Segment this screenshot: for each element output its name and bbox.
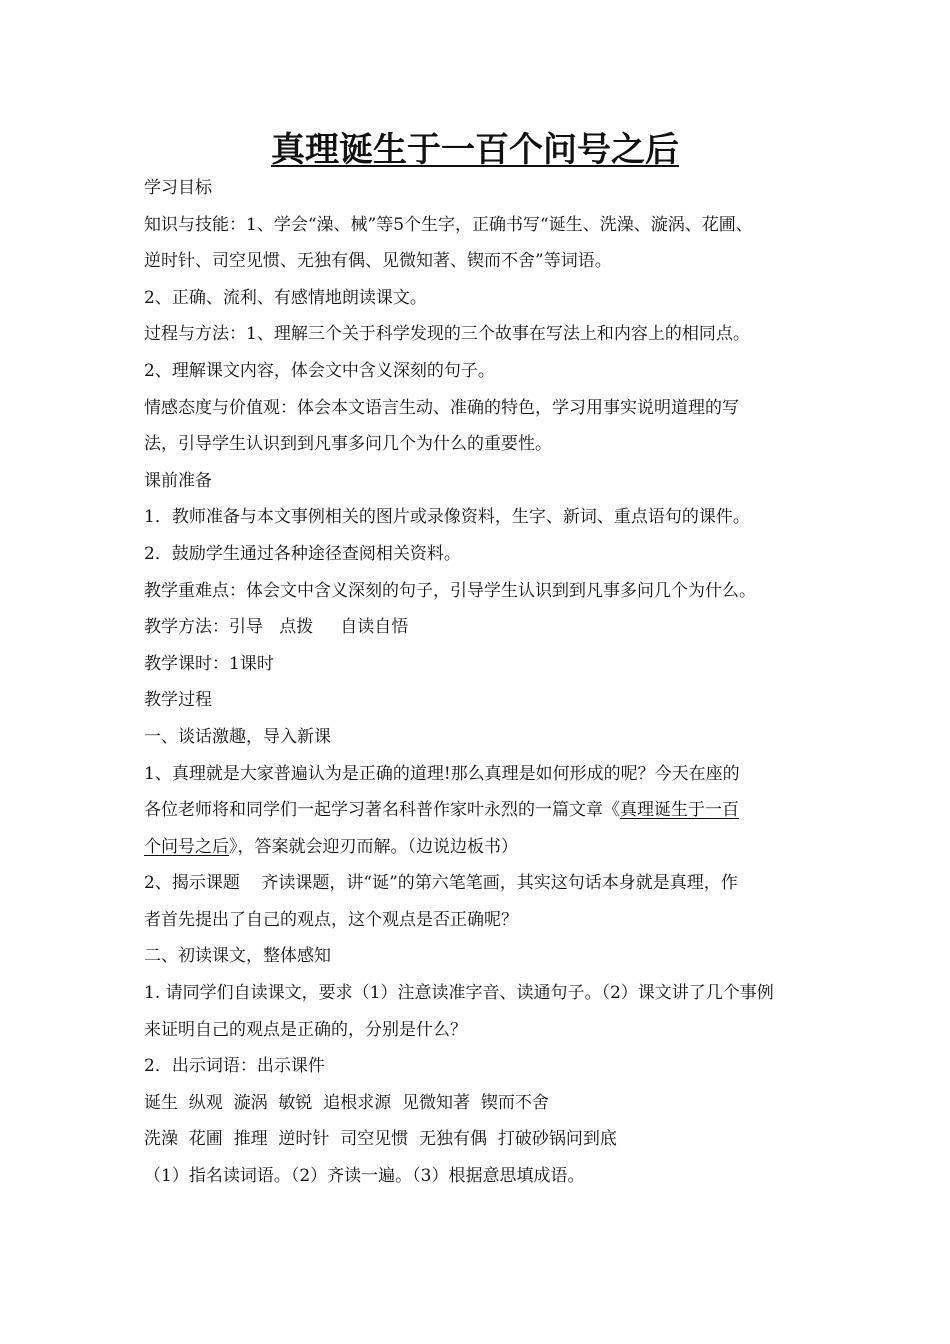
document-title-text: 真理诞生于一百个问号之后: [271, 130, 679, 170]
document-title: [0, 126, 950, 174]
paragraph-line: 知识与技能：1、学会“澡、械”等5个生字，正确书写“诞生、洗澡、漩涡、花圃、: [144, 214, 753, 235]
paragraph-line: 2、揭示课题 齐读课题，讲“诞”的第六笔笔画，其实这句话本身就是真理，作: [144, 873, 738, 894]
paragraph-line: 教学课时：1课时: [144, 653, 274, 674]
document-body: [144, 170, 824, 1195]
paragraph-line: 来证明自己的观点是正确的，分别是什么？: [144, 1019, 467, 1040]
section-heading-preparation: 课前准备: [144, 470, 212, 491]
paragraph-line: 2、正确、流利、有感情地朗读课文。: [144, 287, 427, 308]
paragraph-line: 一、谈话激趣，导入新课: [144, 726, 331, 747]
paragraph-line: 2．出示词语：出示课件: [144, 1056, 325, 1077]
paragraph-line: 1．教师准备与本文事例相关的图片或录像资料，生字、新词、重点语句的课件。: [144, 507, 750, 528]
paragraph-line: 2．鼓励学生通过各种途径查阅相关资料。: [144, 543, 461, 564]
paragraph-line: [144, 829, 824, 866]
paragraph-line: 者首先提出了自己的观点，这个观点是否正确呢？: [144, 909, 518, 930]
text-run: 》，答案就会迎刃而解。（边说边板书）: [229, 836, 518, 857]
vocab-line: 洗澡 花圃 推理 逆时针 司空见惯 无独有偶 打破砂锅问到底: [144, 1129, 617, 1150]
paragraph-line: 二、初读课文，整体感知: [144, 946, 331, 967]
vocab-line: 诞生 纵观 漩涡 敏锐 追根求源 见微知著 锲而不舍: [144, 1092, 549, 1113]
paragraph-line: 逆时针、司空见惯、无独有偶、见微知著、锲而不舍”等词语。: [144, 251, 612, 272]
paragraph-line: 情感态度与价值观：体会本文语言生动、准确的特色，学习用事实说明道理的写: [144, 397, 739, 418]
paragraph-line: 教学重难点：体会文中含义深刻的句子，引导学生认识到到凡事多问几个为什么。: [144, 580, 756, 601]
section-heading-process: 教学过程: [144, 690, 212, 711]
underlined-title-run: 个问号之后: [144, 836, 229, 857]
paragraph-line: [144, 792, 824, 829]
paragraph-line: 过程与方法：1、理解三个关于科学发现的三个故事在写法上和内容上的相同点。: [144, 324, 750, 345]
underlined-title-run: 真理诞生于一百: [620, 800, 739, 821]
paragraph-line: （1）指名读词语。（2）齐读一遍。（3）根据意思填成语。: [144, 1166, 585, 1187]
paragraph-line: 1. 请同学们自读课文，要求（1）注意读准字音、读通句子。（2）课文讲了几个事例: [144, 983, 774, 1004]
section-heading-goals: 学习目标: [144, 178, 212, 198]
paragraph-line: 2、理解课文内容，体会文中含义深刻的句子。: [144, 360, 495, 381]
paragraph-line: 教学方法：引导 点拨 自读自悟: [144, 617, 409, 638]
text-run: 各位老师将和同学们一起学习著名科普作家叶永烈的一篇文章《: [144, 800, 620, 821]
paragraph-line: 1、真理就是大家普遍认为是正确的道理!那么真理是如何形成的呢？今天在座的: [144, 763, 740, 784]
paragraph-line: 法，引导学生认识到到凡事多问几个为什么的重要性。: [144, 434, 552, 455]
